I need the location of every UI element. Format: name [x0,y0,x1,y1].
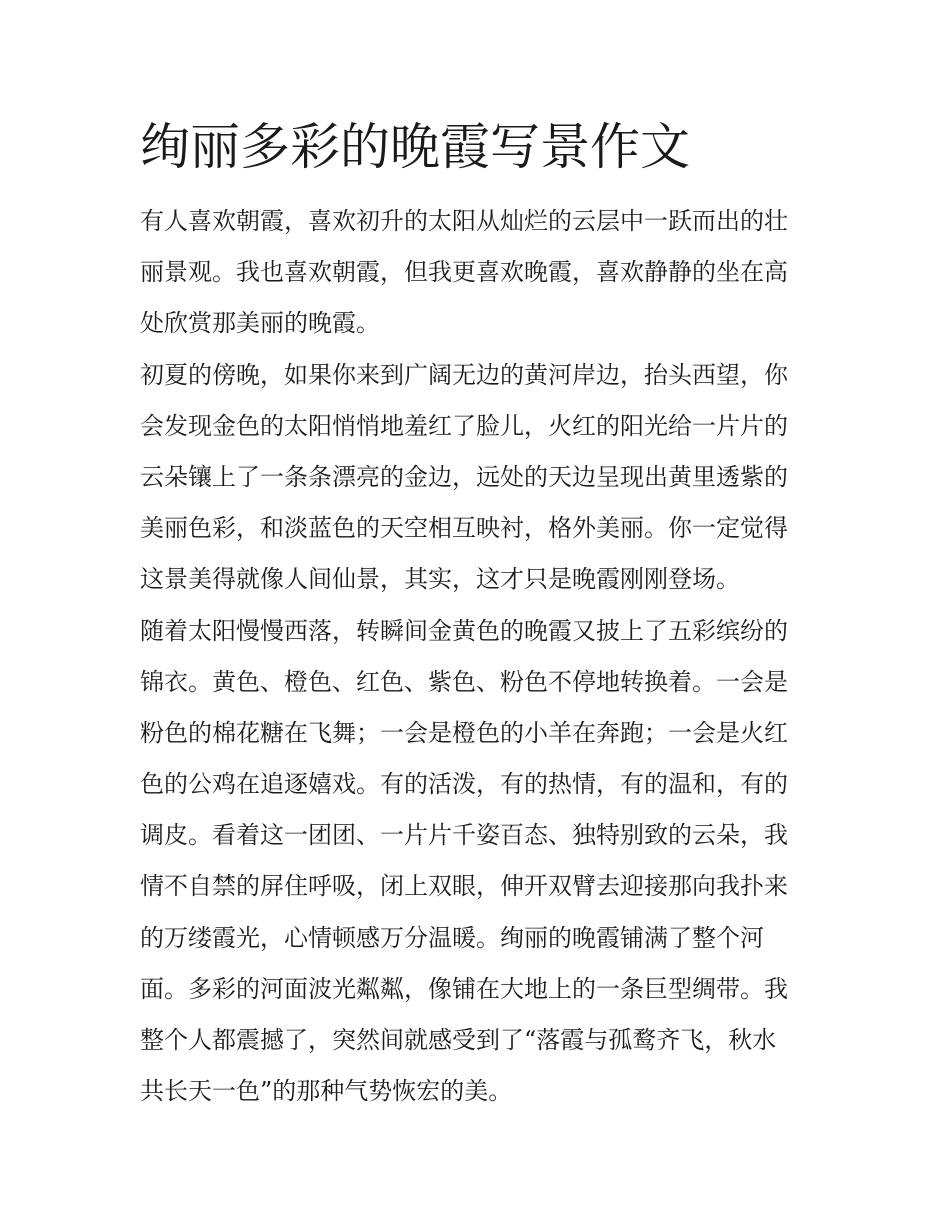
text-line: 整个人都震撼了，突然间就感受到了“落霞与孤鹜齐飞，秋水 [140,1026,777,1054]
text-line: 色的公鸡在追逐嬉戏。有的活泼，有的热情，有的温和，有的 [140,770,788,799]
text-line: 情不自禁的屏住呼吸，闭上双眼，伸开双臂去迎接那向我扑来 [140,872,788,901]
text-line: 调皮。看着这一团团、一片片千姿百态、独特别致的云朵，我 [140,821,788,850]
document-body [140,196,820,1117]
paragraph-2 [140,350,820,606]
text-line: 锦衣。黄色、橙色、红色、紫色、粉色不停地转换着。一会是 [140,667,788,696]
text-line: 随着太阳慢慢西落，转瞬间金黄色的晚霞又披上了五彩缤纷的 [140,616,788,645]
text-line: 会发现金色的太阳悄悄地羞红了脸儿，火红的阳光给一片片的 [140,411,788,440]
text-line: 美丽色彩，和淡蓝色的天空相互映衬，格外美丽。你一定觉得 [140,514,788,543]
document-title: 绚丽多彩的晚霞写景作文 [140,118,690,176]
text-line: 处欣赏那美丽的晚霞。 [140,309,380,338]
paragraph-1 [140,196,820,350]
text-line: 面。多彩的河面波光粼粼，像铺在大地上的一条巨型绸带。我 [140,974,788,1003]
text-line: 初夏的傍晚，如果你来到广阔无边的黄河岸边，抬头西望，你 [140,360,788,389]
text-line: 共长天一色”的那种气势恢宏的美。 [140,1077,513,1106]
text-line: 丽景观。我也喜欢朝霞，但我更喜欢晚霞，喜欢静静的坐在高 [140,258,788,287]
text-line: 有人喜欢朝霞，喜欢初升的太阳从灿烂的云层中一跃而出的壮 [140,207,788,235]
paragraph-3 [140,606,820,1118]
text-line: 的万缕霞光，心情顿感万分温暖。绚丽的晚霞铺满了整个河 [140,923,764,952]
text-line: 粉色的棉花糖在飞舞；一会是橙色的小羊在奔跑；一会是火红 [140,718,788,747]
text-line: 这景美得就像人间仙景，其实，这才只是晚霞刚刚登场。 [140,565,740,594]
text-line: 云朵镶上了一条条漂亮的金边，远处的天边呈现出黄里透紫的 [140,462,788,491]
